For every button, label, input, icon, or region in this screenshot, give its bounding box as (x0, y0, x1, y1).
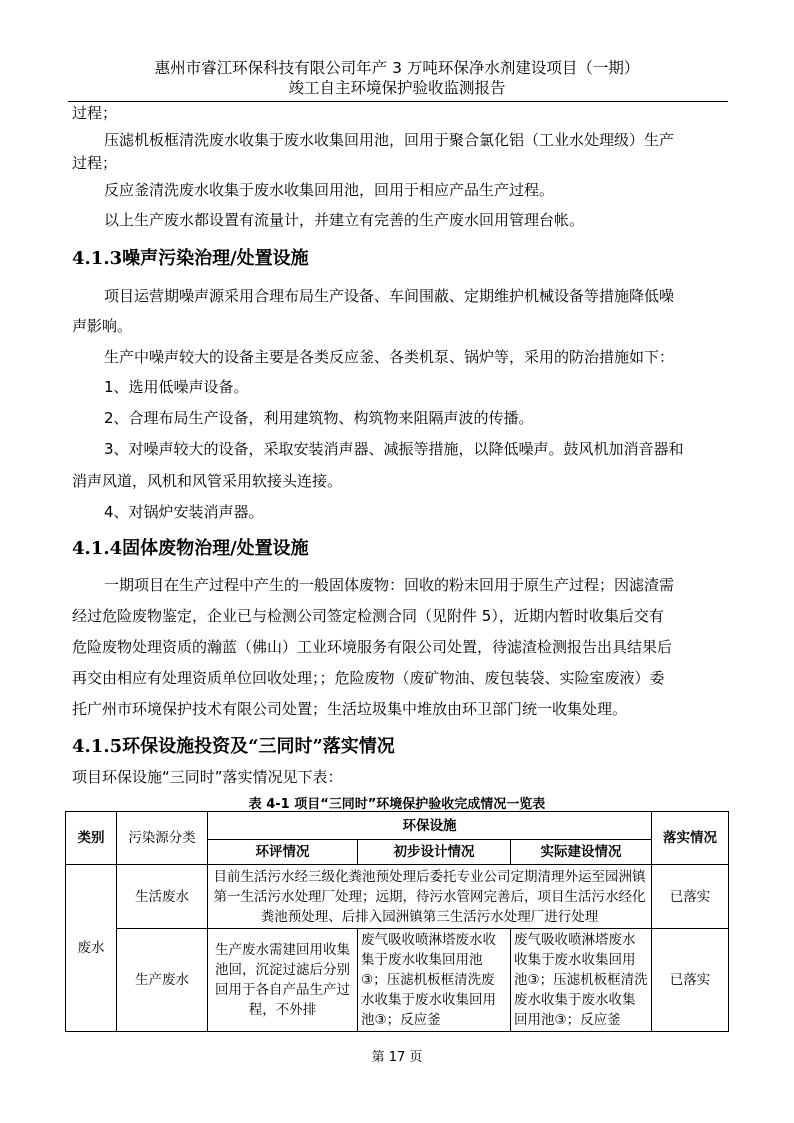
header-eia: 环评情况 (208, 840, 358, 865)
section-heading: 4.1.3噪声污染治理/处置设施 (72, 248, 309, 269)
paragraph: 托广州市环境保护技术有限公司处置；生活垃圾集中堆放由环卫部门统一收集处理。 (72, 700, 628, 718)
paragraph: 再交由相应有处理资质单位回收处理；；危险废物（废矿物油、废包装袋、实险室废液）委 (72, 669, 665, 687)
header-status: 落实情况 (652, 812, 729, 865)
paragraph: 反应釜清洗废水收集于废水收集回用池，回用于相应产品生产过程。 (104, 181, 555, 199)
list-item: 2、合理布局生产设备，利用建筑物、构筑物来阻隔声波的传播。 (104, 409, 534, 427)
paragraph: 过程； (72, 104, 118, 122)
section-heading: 4.1.4固体废物治理/处置设施 (72, 538, 309, 559)
paragraph: 生产中噪声较大的设备主要是各类反应釜、各类机泵、锅炉等，采用的防治措施如下： (104, 348, 675, 366)
header-design: 初步设计情况 (358, 840, 511, 865)
list-item: 4、对锅炉安装消声器。 (104, 503, 264, 521)
cell-production-design: 废气吸收喷淋塔废水收集于废水收集回用池③；压滤机板框清洗废水收集于废水收集回用池③；反应釜 (358, 929, 511, 1032)
header-facilities: 环保设施 (208, 812, 652, 840)
cell-category-water: 废水 (66, 865, 117, 1032)
header-category: 类别 (66, 812, 117, 865)
cell-production-eia: 生产废水需建回用收集池回，沉淀过滤后分别回用于各自产品生产过程，不外排 (208, 929, 358, 1032)
paragraph: 项目运营期噪声源采用合理布局生产设备、车间围蔽、定期维护机械设备等措施降低噪 (104, 287, 675, 305)
section-heading: 4.1.5环保设施投资及“三同时”落实情况 (72, 736, 395, 757)
three-simultaneous-table (65, 811, 729, 1032)
header-title-line2: 竣工自主环境保护验收监测报告 (288, 79, 506, 97)
list-item: 1、选用低噪声设备。 (104, 378, 249, 396)
list-item: 3、对噪声较大的设备，采取安装消声器、减振等措施，以降低噪声。鼓风机加消音器和 (104, 440, 684, 458)
paragraph: 声影响。 (72, 317, 133, 335)
cell-domestic-facilities: 目前生活污水经三级化粪池预处理后委托专业公司定期清理外运至园洲镇第一生活污水处理厂处理；远期，待污水管网完善后，项目生活污水经化粪池预处理、后排入园洲镇第三生活污水处理厂进行处理 (208, 865, 652, 929)
cell-production-actual: 废气吸收喷淋塔废水收集于废水收集回用池③；压滤机板框清洗废水收集于废水收集回用池③；反应釜 (511, 929, 652, 1032)
paragraph: 过程； (72, 154, 118, 172)
header-title-line1: 惠州市睿江环保科技有限公司年产 3 万吨环保净水剂建设项目（一期） (154, 59, 640, 77)
header-actual: 实际建设情况 (511, 840, 652, 865)
cell-status-domestic: 已落实 (652, 865, 729, 929)
paragraph: 项目环保设施“三同时”落实情况见下表： (72, 768, 343, 786)
header-divider (68, 101, 728, 102)
paragraph: 消声风道，风机和风管采用软接头连接。 (72, 472, 343, 490)
paragraph: 压滤机板框清洗废水收集于废水收集回用池，回用于聚合氯化铝（工业水处理级）生产 (104, 131, 675, 149)
paragraph: 危险废物处理资质的瀚蓝（佛山）工业环境服务有限公司处置，待滤渣检测报告出具结果后 (72, 638, 673, 656)
header-source: 污染源分类 (117, 812, 208, 865)
cell-status-production: 已落实 (652, 929, 729, 1032)
paragraph: 以上生产废水都设置有流量计，并建立有完善的生产废水回用管理台帐。 (104, 211, 585, 229)
table-caption: 表 4-1 项目“三同时”环境保护验收完成情况一览表 (248, 797, 546, 812)
cell-source-production: 生产废水 (117, 929, 208, 1032)
paragraph: 经过危险废物鉴定，企业已与检测公司签定检测合同（见附件 5），近期内暂时收集后交有 (72, 607, 664, 625)
paragraph: 一期项目在生产过程中产生的一般固体废物：回收的粉末回用于原生产过程；因滤渣需 (104, 576, 675, 594)
page-number: 第 17 页 (371, 1050, 423, 1065)
cell-source-domestic: 生活废水 (117, 865, 208, 929)
